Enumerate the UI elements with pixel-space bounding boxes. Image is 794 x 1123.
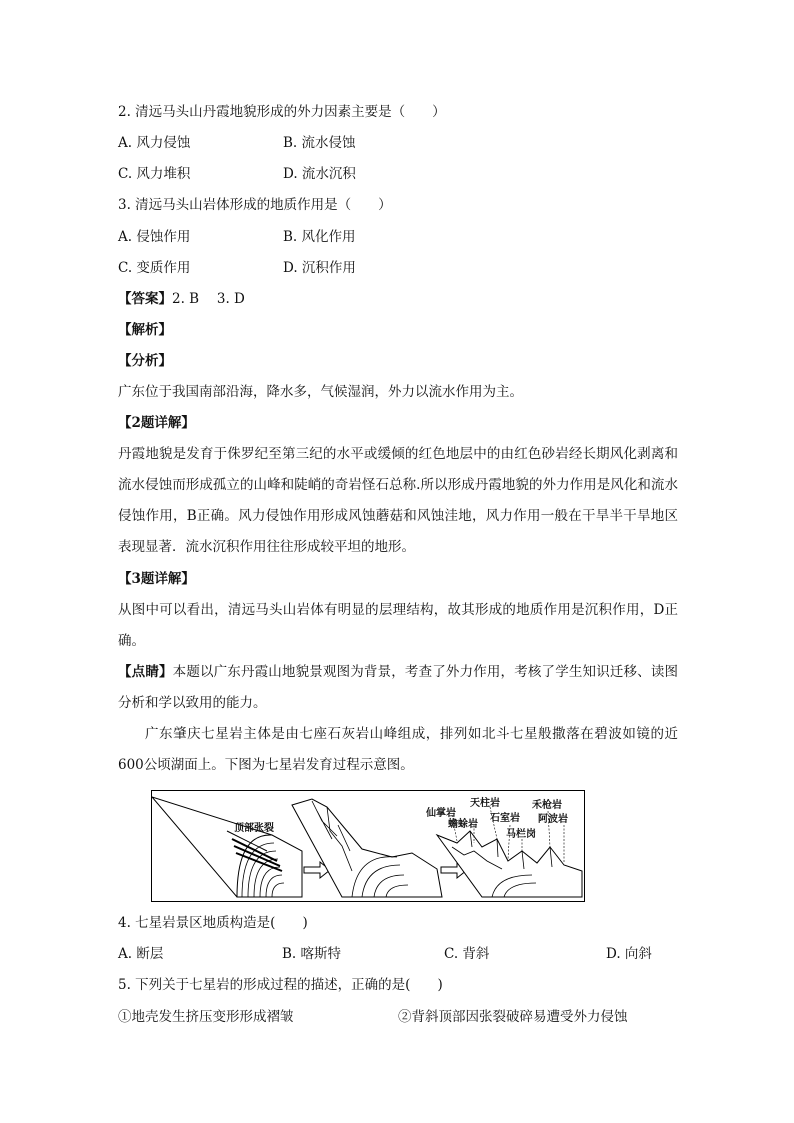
q3-option-c: C. 变质作用 [118,260,191,276]
label-hechunyan: 禾枪岩 [532,800,562,811]
analysis-heading: 【解析】 [118,322,172,338]
label-malangang: 马栏岗 [506,829,536,840]
q5-option-1: ①地壳发生挤压变形形成褶皱 [118,1009,294,1025]
label-chanchuyan: 蟾蜍岩 [448,819,478,830]
label-shishiyan: 石室岩 [490,813,520,824]
answer-text: 2. B 3. D [172,291,245,307]
answer-tag: 【答案】 [118,291,172,307]
q4-option-d: D. 向斜 [606,946,652,962]
dianjing-tag: 【点睛】 [118,664,173,680]
q5-stem: 5. 下列关于七星岩的形成过程的描述，正确的是( ) [118,977,443,993]
q4-option-a: A. 断层 [118,946,164,962]
q3-option-d: D. 沉积作用 [283,260,356,276]
label-xianzhangyan: 仙掌岩 [426,808,456,819]
eroded-block [292,799,442,897]
q3-option-b: B. 风化作用 [283,229,356,245]
qixingyan-development-diagram [151,790,585,902]
q2-option-a: A. 风力侵蚀 [118,135,191,151]
q4-stem: 4. 七星岩景区地质构造是( ) [118,915,308,931]
q4-option-c: C. 背斜 [444,946,490,962]
intro-paragraph: 广东肇庆七星岩主体是由七座石灰岩山峰组成，排列如北斗七星般撒落在碧波如镜的近600公顷湖面上。下图为七星岩发育过程示意图。 [118,726,678,773]
label-tianzhuyan: 天柱岩 [470,798,500,809]
fenxi-text: 广东位于我国南部沿海，降水多，气候湿润，外力以流水作用为主。 [118,384,523,400]
q4-option-b: B. 喀斯特 [282,946,342,962]
q2-option-d: D. 流水沉积 [283,166,356,182]
detail2-heading: 【2题详解】 [118,415,195,431]
q2-option-b: B. 流水侵蚀 [283,135,356,151]
q2-option-c: C. 风力堆积 [118,166,191,182]
q5-option-2: ②背斜顶部因张裂破碎易遭受外力侵蚀 [398,1009,628,1025]
anticline-block [152,797,302,897]
q2-stem: 2. 清远马头山丹霞地貌形成的外力因素主要是（ ） [118,104,446,120]
karst-peaks-block [425,796,582,897]
detail3-text: 从图中可以看出，清远马头山岩体有明显的层理结构，故其形成的地质作用是沉积作用，D正确。 [118,602,678,649]
q3-option-a: A. 侵蚀作用 [118,229,191,245]
detail2-text: 丹霞地貌是发育于侏罗纪至第三纪的水平或缓倾的红色地层中的由红色砂岩经长期风化剥离和流水侵蚀而形成孤立的山峰和陡峭的奇岩怪石总称.所以形成丹霞地貌的外力作用是风化和流水侵蚀作用，B正确。风力侵蚀作用形成风蚀蘑菇和风蚀洼地，风力作用一般在干旱半干旱地区表现显著．流水沉积作用往往形成较平坦的地形。 [118,446,678,555]
fenxi-heading: 【分析】 [118,353,172,369]
dianjing-block [118,657,678,719]
dianjing-text: 本题以广东丹霞山地貌景观图为背景，考查了外力作用，考核了学生知识迁移、读图分析和学以致用的能力。 [118,664,679,711]
q3-stem: 3. 清远马头山岩体形成的地质作用是（ ） [118,197,392,213]
detail3-heading: 【3题详解】 [118,571,195,587]
label-fracture: 顶部张裂 [234,823,274,834]
answer-line [118,289,245,309]
diagram-svg [152,791,583,900]
label-aboyan: 阿波岩 [538,814,568,825]
